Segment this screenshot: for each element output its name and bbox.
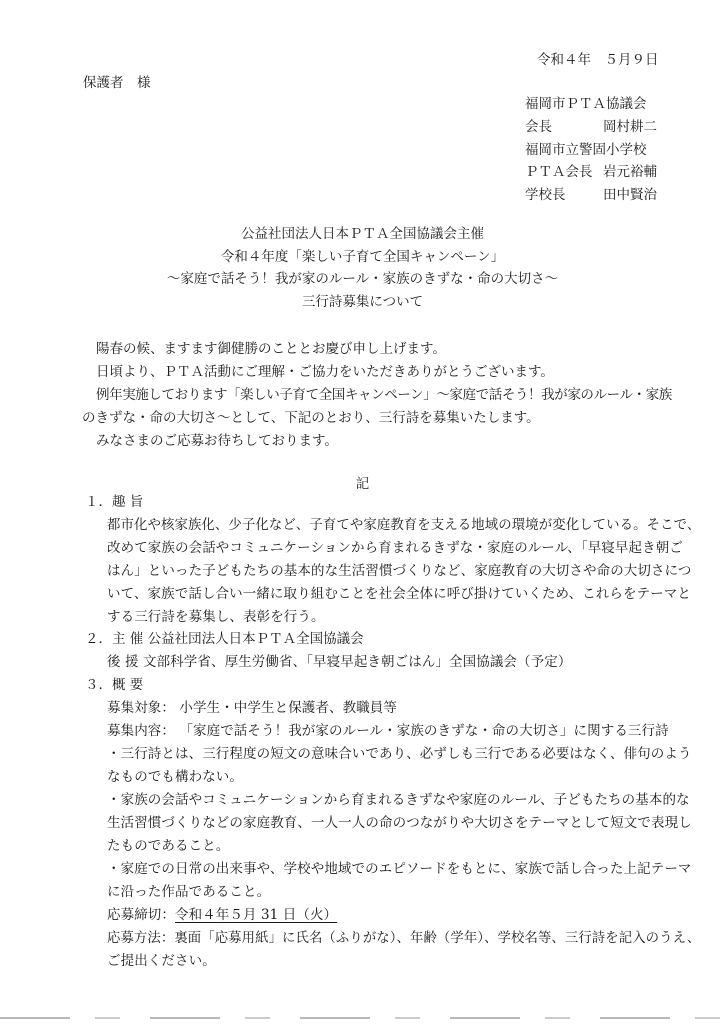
title-campaign: 令和４年度「楽しい子育て全国キャンペーン」 (220, 249, 505, 265)
section-heading: ２．主 催 公益社団法人日本ＰＴＡ全国協議会 (85, 631, 364, 647)
note-line: に沿った作品であること。 (107, 884, 271, 900)
target-line: 募集対象： 小学生・中学生と保護者、教職員等 (107, 700, 397, 716)
title-organizer: 公益社団法人日本ＰＴＡ全国協議会主催 (241, 226, 484, 242)
note-line: ・三行詩とは、三行程度の短文の意味合いであり、必ずしも三行である必要はなく、俳句のよう (107, 746, 692, 762)
note-line: ・家庭での日常の出来事や、学校や地域でのエピソードをもとに、家族で話し合った上記テーマ (107, 861, 692, 877)
greeting-line: のきずな・命の大切さ～として、下記のとおり、三行詩を募集いたします。 (82, 410, 540, 426)
sender-name: 岩元裕輔 (603, 164, 657, 180)
greeting-line: 日頃より、ＰＴＡ活動にご理解・ご協力をいただきありがとうございます。 (96, 364, 554, 380)
deadline-line (107, 907, 337, 923)
title-theme: ～家庭で話そう！我が家のルール・家族のきずな・命の大切さ～ (166, 271, 559, 287)
title-subject: 三行詩募集について (301, 294, 424, 310)
section-line: はん」といった子どもたちの基本的な生活習慣づくりなど、家庭教育の大切さや命の大切さにつ (107, 563, 692, 579)
sender-role: 福岡市立警固小学校 (525, 142, 647, 158)
method-line: 応募方法：裏面「応募用紙」に氏名（ふりがな）、年齢（学年）、学校名等、三行詩を記入のうえ、 (107, 930, 701, 946)
section-line: 改めて家族の会話やコミュニケーションから育まれるきずな・家庭のルール、「早寝早起き朝ご (107, 540, 683, 556)
note-line: ・家族の会話やコミュニケーションから育まれるきずなや家庭のルール、子どもたちの基本的な (107, 792, 690, 808)
section-line: いて、家族で話し合い一緒に取り組むことを社会全体に呼び掛けていくため、これらをテーマと (107, 586, 691, 602)
support-line: 後 援 文部科学省、厚生労働省、「早寝早起き朝ごはん」全国協議会（予定） (107, 654, 572, 670)
method-line: ご提出ください。 (107, 953, 216, 969)
note-line: なものでも構わない。 (107, 769, 243, 785)
sender-name: 岡村耕二 (603, 119, 657, 135)
section-heading: ３．概 要 (85, 677, 144, 693)
section-line: 都市化や核家族化、少子化など、子育てや家庭教育を支える地域の環境が変化している。そこで、 (107, 517, 701, 533)
scan-edge-line (0, 1017, 725, 1019)
sender-row (525, 119, 665, 135)
sender-role: 福岡市ＰＴＡ協議会 (525, 96, 647, 112)
issue-date: 令和４年 ５月９日 (537, 52, 659, 68)
sender-role: ＰＴＡ会長 (525, 164, 593, 180)
sender-row (525, 142, 665, 158)
sender-row (525, 96, 665, 112)
sender-role: 学校長 (525, 187, 566, 203)
content-line: 募集内容： 「家庭で話そう！我が家のルール・家族のきずな・命の大切さ」に関する三行詩 (107, 723, 669, 739)
sender-name: 田中賢治 (603, 187, 657, 203)
sender-row (525, 164, 665, 180)
greeting-line: 陽春の候、ますます御健勝のこととお慶び申し上げます。 (96, 341, 446, 357)
note-line: たものであること。 (107, 838, 230, 854)
ki-marker: 記 (355, 476, 370, 492)
greeting-line: みなさまのご応募お待ちしております。 (96, 433, 338, 449)
sender-row (525, 187, 665, 203)
sender-role: 会長 (525, 119, 552, 135)
greeting-line: 例年実施しております「楽しい子育て全国キャンペーン」～家庭で話そう！我が家のルール・家族 (96, 387, 672, 403)
section-line: する三行詩を募集し、表彰を行う。 (107, 609, 325, 625)
note-line: 生活習慣づくりなどの家庭教育、一人一人の命のつながりや大切さをテーマとして短文で表現し (107, 815, 692, 831)
addressee: 保護者 様 (83, 75, 151, 91)
deadline-label: 応募締切： (107, 907, 175, 923)
deadline-value: 令和４年５月 31 日（火） (175, 907, 338, 923)
section-heading: １．趣 旨 (85, 494, 144, 510)
